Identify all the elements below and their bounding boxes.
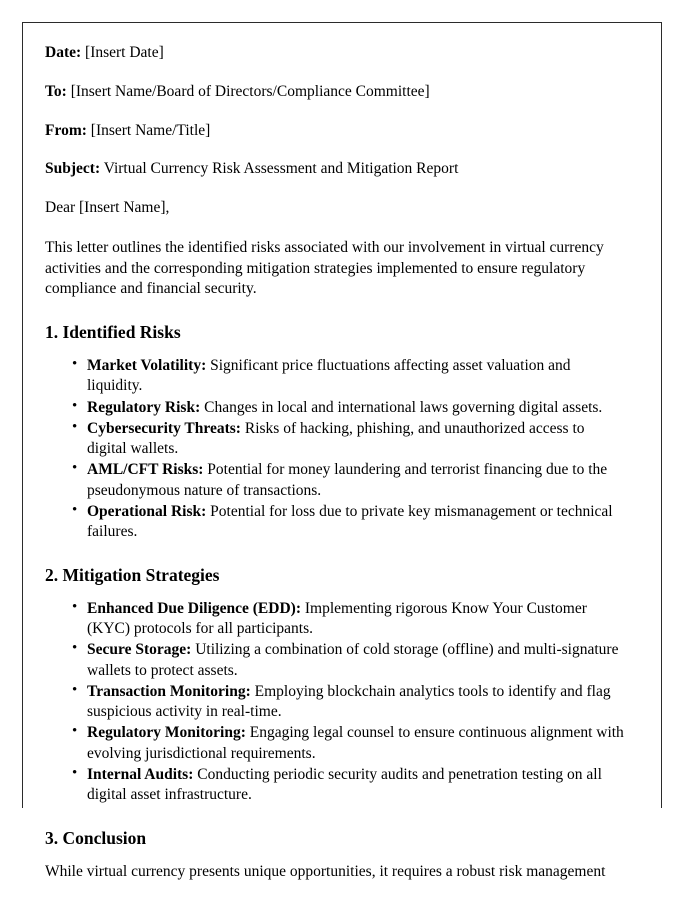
bullet-term: Cybersecurity Threats: [87, 419, 241, 437]
bullet-text: Potential for loss due to private key mismanagement or technical failures. [87, 503, 613, 541]
meta-value-subject: Virtual Currency Risk Assessment and Mitigation Report [100, 160, 459, 178]
bullet-text: Implementing rigorous Know Your Customer (KYC) protocols for all participants. [87, 599, 587, 637]
bullet-text: Potential for money laundering and terrorist financing due to the pseudonymous nature of transactions. [87, 461, 608, 499]
list-item [87, 398, 626, 418]
identified-risks-list [45, 356, 626, 543]
document-page [22, 22, 662, 880]
bullet-text: Risks of hacking, phishing, and unauthorized access to digital wallets. [87, 419, 585, 458]
bullet-term: Enhanced Due Diligence (EDD): [87, 599, 301, 617]
bullet-term: Internal Audits: [87, 766, 194, 784]
meta-line-subject [45, 159, 626, 179]
meta-label-to: To: [45, 82, 67, 100]
list-item [87, 723, 626, 764]
list-item [87, 682, 626, 723]
meta-line-date [45, 43, 626, 63]
bullet-term: Secure Storage: [87, 641, 192, 659]
bullet-term: Operational Risk: [87, 503, 207, 521]
list-item [87, 599, 626, 640]
bullet-term: Market Volatility: [87, 356, 207, 374]
bullet-text: Engaging legal counsel to ensure continuous alignment with evolving jurisdictional requirements. [87, 724, 624, 762]
list-item [87, 460, 626, 501]
bullet-text: Utilizing a combination of cold storage (offline) and multi-signature wallets to protect assets. [87, 641, 619, 679]
bullet-term: AML/CFT Risks: [87, 461, 204, 479]
list-item [87, 640, 626, 681]
meta-label-from: From: [45, 121, 87, 139]
document-body [23, 23, 661, 882]
meta-value-date: [Insert Date] [81, 44, 164, 61]
bullet-term: Transaction Monitoring: [87, 682, 251, 700]
meta-label-date: Date: [45, 44, 82, 61]
bullet-text: Significant price fluctuations affecting asset valuation and liquidity. [87, 356, 571, 395]
meta-value-from: [Insert Name/Title] [86, 121, 211, 139]
meta-line-from [45, 121, 626, 141]
bullet-text: Conducting periodic security audits and penetration testing on all digital asset infrastructure. [87, 766, 602, 804]
section-heading-conclusion: 3. Conclusion [45, 827, 147, 848]
bullet-text: Changes in local and international laws governing digital assets. [200, 398, 603, 416]
section-heading-identified-risks: 1. Identified Risks [45, 321, 181, 342]
bullet-term: Regulatory Monitoring: [87, 724, 246, 742]
section-heading-mitigation-strategies: 2. Mitigation Strategies [45, 564, 220, 585]
intro-paragraph: This letter outlines the identified risks associated with our involvement in virtual currency activities and the corresponding mitigation strategies implemented to ensure regulatory compliance and financial security. [45, 239, 604, 298]
salutation: Dear [Insert Name], [45, 199, 170, 217]
list-item [87, 419, 626, 460]
meta-label-subject: Subject: [45, 160, 101, 178]
list-item [87, 765, 626, 806]
bullet-text: Employing blockchain analytics tools to identify and flag suspicious activity in real-time. [87, 682, 611, 721]
conclusion-paragraph: While virtual currency presents unique opportunities, it requires a robust risk management [45, 862, 606, 880]
meta-value-to: [Insert Name/Board of Directors/Compliance Committee] [66, 82, 430, 100]
list-item [87, 502, 626, 543]
mitigation-strategies-list [45, 599, 626, 806]
meta-line-to [45, 82, 626, 102]
list-item [87, 356, 626, 397]
bullet-term: Regulatory Risk: [87, 398, 201, 416]
